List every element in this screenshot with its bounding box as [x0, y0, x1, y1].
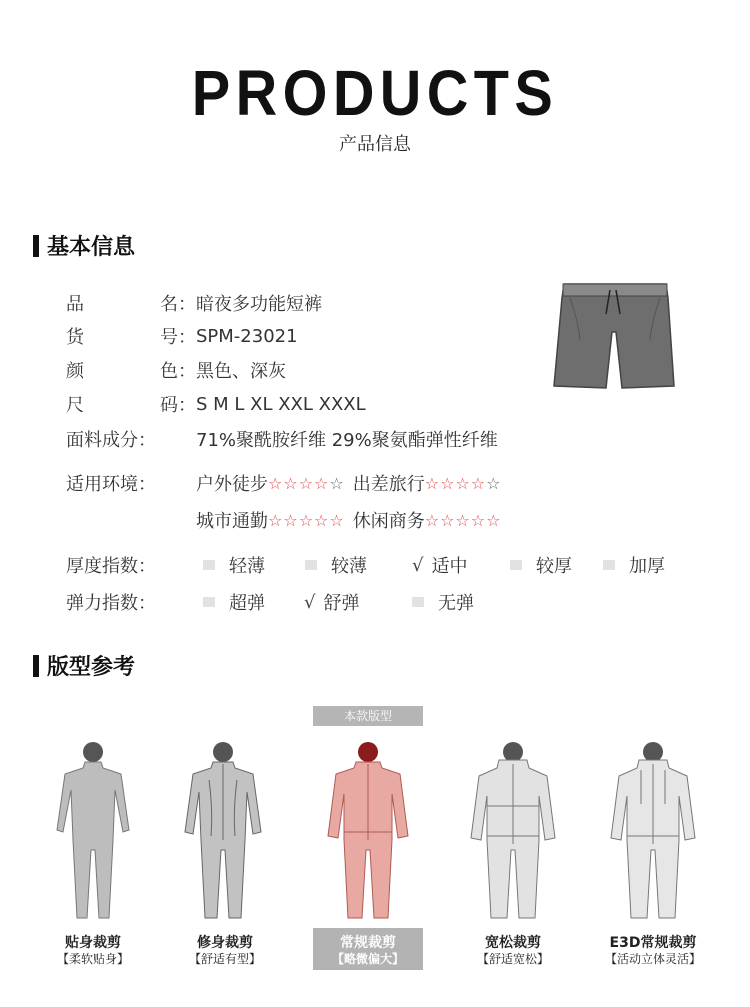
elastic-option: 超弹: [203, 589, 265, 615]
check-icon: √: [412, 554, 424, 576]
fit-name: E3D常规裁剪: [609, 935, 697, 951]
env-row-1: [66, 470, 501, 496]
info-value: 暗夜多功能短裤: [196, 294, 322, 315]
rating-stars: ☆☆☆☆: [424, 473, 487, 493]
page-subtitle: 产品信息: [339, 134, 411, 155]
info-value: SPM-23021: [196, 325, 298, 347]
info-label: 货 号：: [66, 327, 196, 348]
fit-desc: 【活动立体灵活】: [604, 952, 701, 966]
section-title: 基本信息: [47, 235, 136, 260]
rating-star-empty: ☆: [486, 473, 502, 493]
rating-stars: ☆☆☆☆☆: [268, 510, 345, 530]
elastic-option-selected: √ 舒弹: [304, 591, 360, 614]
env-label: 适用环境：: [66, 474, 156, 495]
check-icon: √: [304, 591, 316, 613]
info-row-sku: [66, 323, 298, 349]
rating-stars: ☆☆☆☆: [268, 473, 330, 493]
info-row-color: [66, 357, 286, 383]
info-row-fabric: [66, 426, 498, 452]
thickness-option: 较厚: [510, 552, 572, 578]
thickness-row: [66, 552, 196, 578]
info-row-size: [66, 391, 366, 417]
fit-desc: 【舒适有型】: [188, 952, 261, 966]
figure-regular-fit: [318, 740, 418, 925]
page-title: PRODUCTS: [191, 57, 559, 129]
checkbox-icon: [203, 560, 215, 570]
thickness-option: 较薄: [305, 552, 367, 578]
figure-loose-fit: [463, 740, 563, 925]
info-value: 71%聚酰胺纤维 29%聚氨酯弹性纤维: [196, 430, 498, 451]
checkbox-icon: [305, 560, 317, 570]
fit-name: 贴身裁剪: [65, 935, 121, 951]
info-label: 品 名：: [66, 294, 196, 315]
info-label: 面料成分：: [66, 430, 156, 451]
elastic-option: 无弹: [412, 589, 474, 615]
thickness-label: 厚度指数：: [66, 556, 156, 577]
section-marker: [33, 235, 39, 257]
section-basic-info: [33, 230, 135, 261]
figure-skin-fit: [43, 740, 143, 925]
env-name: 休闲商务: [352, 511, 425, 532]
rating-star-empty: ☆: [329, 473, 345, 493]
info-label: 尺 码：: [66, 395, 196, 416]
figure-slim-fit: [173, 740, 273, 925]
elastic-row: [66, 589, 196, 615]
info-label: 颜 色：: [66, 361, 196, 382]
fit-desc: 【舒适宽松】: [476, 952, 549, 966]
elastic-label: 弹力指数：: [66, 593, 156, 614]
checkbox-icon: [203, 597, 215, 607]
checkbox-icon: [412, 597, 424, 607]
env-name: 出差旅行: [352, 474, 425, 495]
env-name: 城市通勤: [196, 511, 268, 532]
fit-desc: 【柔软贴身】: [56, 952, 129, 966]
section-fit: [33, 650, 135, 681]
fit-name: 宽松裁剪: [485, 935, 541, 951]
checkbox-icon: [603, 560, 615, 570]
thickness-option: 轻薄: [203, 552, 265, 578]
info-row-name: [66, 290, 322, 316]
shorts-image: [550, 280, 680, 392]
env-row-2: [196, 507, 501, 533]
checkbox-icon: [510, 560, 522, 570]
info-value: S M L XL XXL XXXL: [196, 393, 366, 415]
info-value: 黑色、深灰: [196, 361, 286, 382]
section-marker: [33, 655, 39, 677]
current-fit-badge: 本款版型: [313, 706, 423, 726]
rating-stars: ☆☆☆☆☆: [424, 510, 502, 530]
env-name: 户外徒步: [196, 474, 268, 495]
fit-desc-current: 【略微偏大】: [331, 952, 404, 966]
fit-name: 修身裁剪: [197, 935, 253, 951]
thickness-option-selected: √ 适中: [412, 554, 468, 577]
section-title: 版型参考: [47, 655, 136, 680]
fit-name-current: 常规裁剪: [340, 935, 396, 951]
figure-e3d-fit: [603, 740, 703, 925]
thickness-option: 加厚: [603, 552, 665, 578]
